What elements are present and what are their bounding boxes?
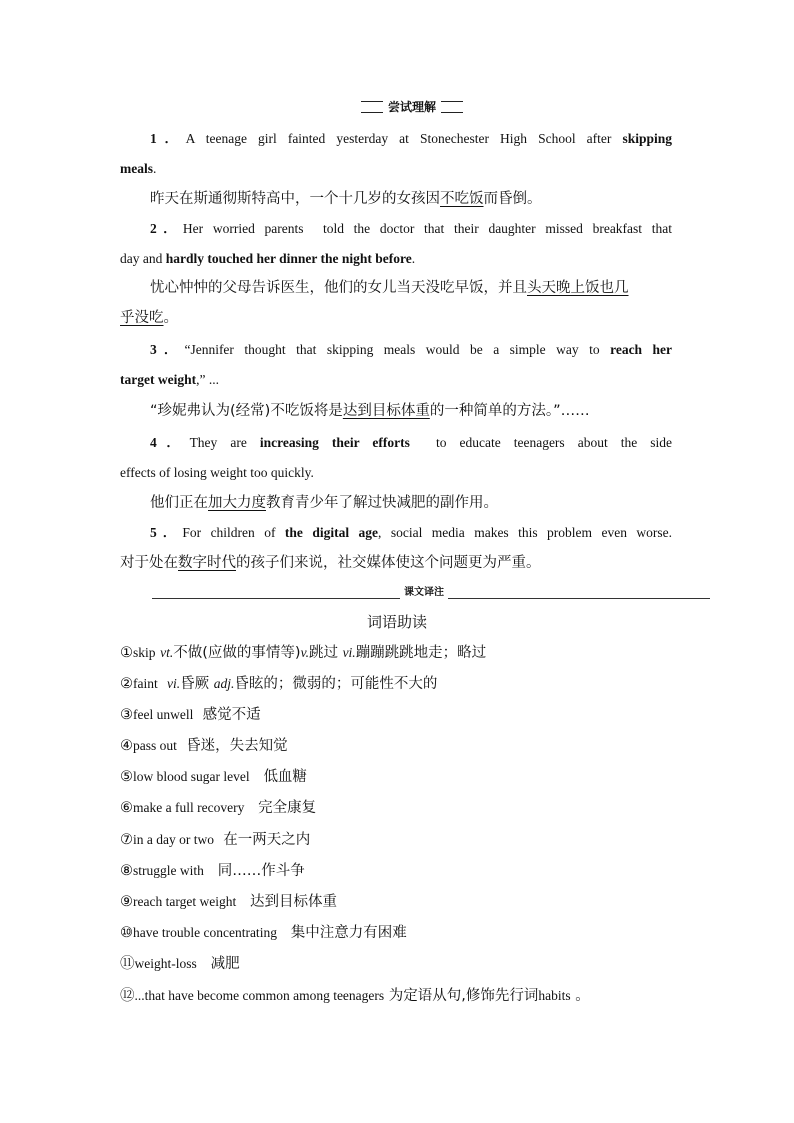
item-mark: ① — [120, 645, 133, 661]
glossary-item — [120, 703, 720, 727]
glossary-item — [120, 796, 720, 820]
item-mark: ⑦ — [120, 832, 133, 848]
meaning: 集中注意力有困难 — [290, 925, 407, 941]
meaning: 达到目标体重 — [250, 894, 338, 910]
sentence-2-zh-line2 — [120, 303, 680, 333]
sentence-text: A teenage girl fainted yesterday at Stonechester High School after — [185, 131, 612, 146]
term: reach target weight — [133, 894, 237, 909]
sentence-text: . — [153, 161, 157, 176]
sentence-text: Her worried parents told the doctor that their daughter missed breakfast that — [182, 221, 673, 236]
glossary-item — [120, 890, 720, 914]
item-mark: ⑥ — [120, 800, 133, 816]
sentence-2-en-line1 — [120, 214, 672, 244]
sentence-4-en-line2 — [120, 458, 672, 488]
meaning: 低血糖 — [263, 769, 307, 785]
pos: vi. — [342, 645, 356, 660]
translation-key: 数字时代 — [178, 555, 236, 571]
key-phrase-part: skipping — [622, 131, 673, 146]
translation-text: 对于处在 — [120, 555, 178, 571]
translation-key: 乎没吃 — [120, 310, 164, 326]
item-mark: ② — [120, 676, 133, 692]
sentence-text: “Jennifer thought that skipping meals would be a simple way to — [184, 342, 600, 357]
term: faint — [133, 676, 158, 691]
translation-key: 加大力度 — [208, 495, 266, 511]
pos: adj. — [213, 676, 235, 691]
term: low blood sugar level — [133, 769, 250, 784]
badge-label: 尝试理解 — [383, 99, 441, 115]
sentence-1-en-line1 — [120, 124, 672, 154]
item-mark: ⑤ — [120, 769, 133, 785]
term: weight-loss — [134, 956, 197, 971]
sentence-number: 2． — [150, 221, 183, 236]
sentence-text: For children of — [182, 525, 276, 540]
key-phrase-part: target weight — [120, 372, 197, 387]
pos: vt. — [160, 645, 174, 660]
sentence-text: to educate teenagers about the side — [435, 435, 673, 450]
sentence-number: 1． — [150, 131, 186, 146]
meaning: 同……作斗争 — [217, 863, 305, 879]
meaning: 在一两天之内 — [223, 832, 311, 848]
sentence-1-en-line2 — [120, 154, 672, 184]
sentence-2-en-line2 — [120, 244, 672, 274]
sentence-1-zh — [120, 184, 680, 214]
sentence-text: effects of losing weight too quickly. — [120, 465, 314, 480]
key-phrase-part: meals — [120, 161, 153, 176]
section-label: 课文译注 — [400, 585, 448, 601]
sentence-4-en-line1 — [120, 428, 672, 458]
key-phrase: increasing their efforts — [259, 435, 410, 450]
meaning: 减肥 — [210, 956, 240, 972]
meaning: 感觉不适 — [202, 707, 261, 723]
translation-text: “珍妮弗认为(经常)不吃饭将是 — [150, 403, 343, 419]
meaning: 蹦蹦跳跳地走；略过 — [355, 645, 487, 661]
term: feel unwell — [133, 707, 194, 722]
item-mark: ③ — [120, 707, 133, 723]
glossary-item — [120, 765, 720, 789]
sentence-2-zh-line1 — [120, 273, 680, 303]
term: have trouble concentrating — [133, 925, 277, 940]
translation-text: 的一种简单的方法。”…… — [429, 403, 590, 419]
glossary-heading: 词语助读 — [366, 613, 427, 631]
sentence-3-en-line2 — [120, 365, 672, 395]
translation-text: 而昏倒。 — [483, 191, 542, 207]
item-mark: ⑧ — [120, 863, 133, 879]
glossary-item — [120, 734, 720, 758]
term: ...that have become common among teenagers — [134, 988, 385, 1003]
key-phrase: hardly touched her dinner the night before — [165, 251, 412, 266]
sentence-3-en-line1 — [120, 335, 672, 365]
sentence-text: , social media makes this problem even worse. — [378, 525, 673, 540]
meaning: 。 — [575, 988, 590, 1004]
term: in a day or two — [133, 832, 214, 847]
glossary-item — [120, 952, 720, 976]
item-mark: ⑫ — [120, 988, 135, 1004]
meaning: 跳过 — [308, 645, 338, 661]
translation-key: 达到目标体重 — [342, 403, 430, 419]
meaning: 昏眩的；微弱的；可能性不大的 — [234, 676, 438, 692]
sentence-4-zh — [120, 488, 680, 518]
meaning: 昏迷，失去知觉 — [186, 738, 288, 754]
translation-key: 头天晚上饭也几 — [527, 280, 629, 296]
translation-text: 教育青少年了解过快减肥的副作用。 — [266, 495, 498, 511]
sentence-number: 4． — [150, 435, 190, 450]
key-phrase-part: reach her — [610, 342, 673, 357]
pos: vi. — [166, 676, 181, 691]
translation-text: 他们正在 — [150, 495, 208, 511]
meaning: 为定语从句,修饰先行词 — [388, 988, 539, 1004]
term: habits — [538, 988, 571, 1003]
term: make a full recovery — [133, 800, 245, 815]
glossary-item — [120, 921, 720, 945]
sentence-text: . — [411, 251, 416, 266]
glossary-item — [120, 984, 720, 1008]
translation-text: 的孩子们来说，社交媒体使这个问题更为严重。 — [236, 555, 541, 571]
translation-text: 。 — [163, 310, 178, 326]
glossary-item — [120, 828, 720, 852]
translation-text: 昨天在斯通彻斯特高中，一个十几岁的女孩因 — [150, 191, 440, 207]
sentence-number: 3． — [150, 342, 185, 357]
meaning: 昏厥 — [180, 676, 210, 692]
glossary-item — [120, 859, 720, 883]
sentence-number: 5． — [150, 525, 183, 540]
term: struggle with — [133, 863, 204, 878]
section-badge — [361, 99, 463, 115]
key-phrase: the digital age — [284, 525, 379, 540]
item-mark: ⑩ — [120, 925, 133, 941]
term: pass out — [133, 738, 177, 753]
sentence-5-en — [120, 518, 672, 548]
meaning: 不做(应做的事情等) — [173, 645, 301, 661]
sentence-text: day and — [120, 251, 166, 266]
sentence-text: ,” ... — [196, 372, 219, 387]
translation-text: 忧心忡忡的父母告诉医生，他们的女儿当天没吃早饭，并且 — [150, 280, 527, 296]
sentence-text: They are — [189, 435, 247, 450]
glossary-item — [120, 672, 720, 696]
glossary-item — [120, 641, 720, 665]
item-mark: ⑨ — [120, 894, 133, 910]
meaning: 完全康复 — [258, 800, 317, 816]
item-mark: ⑪ — [120, 956, 135, 972]
sentence-3-zh — [120, 396, 680, 426]
sentence-5-zh — [120, 548, 680, 578]
item-mark: ④ — [120, 738, 133, 754]
pos: v. — [300, 645, 309, 660]
term: skip — [133, 645, 156, 660]
translation-key: 不吃饭 — [440, 191, 484, 207]
